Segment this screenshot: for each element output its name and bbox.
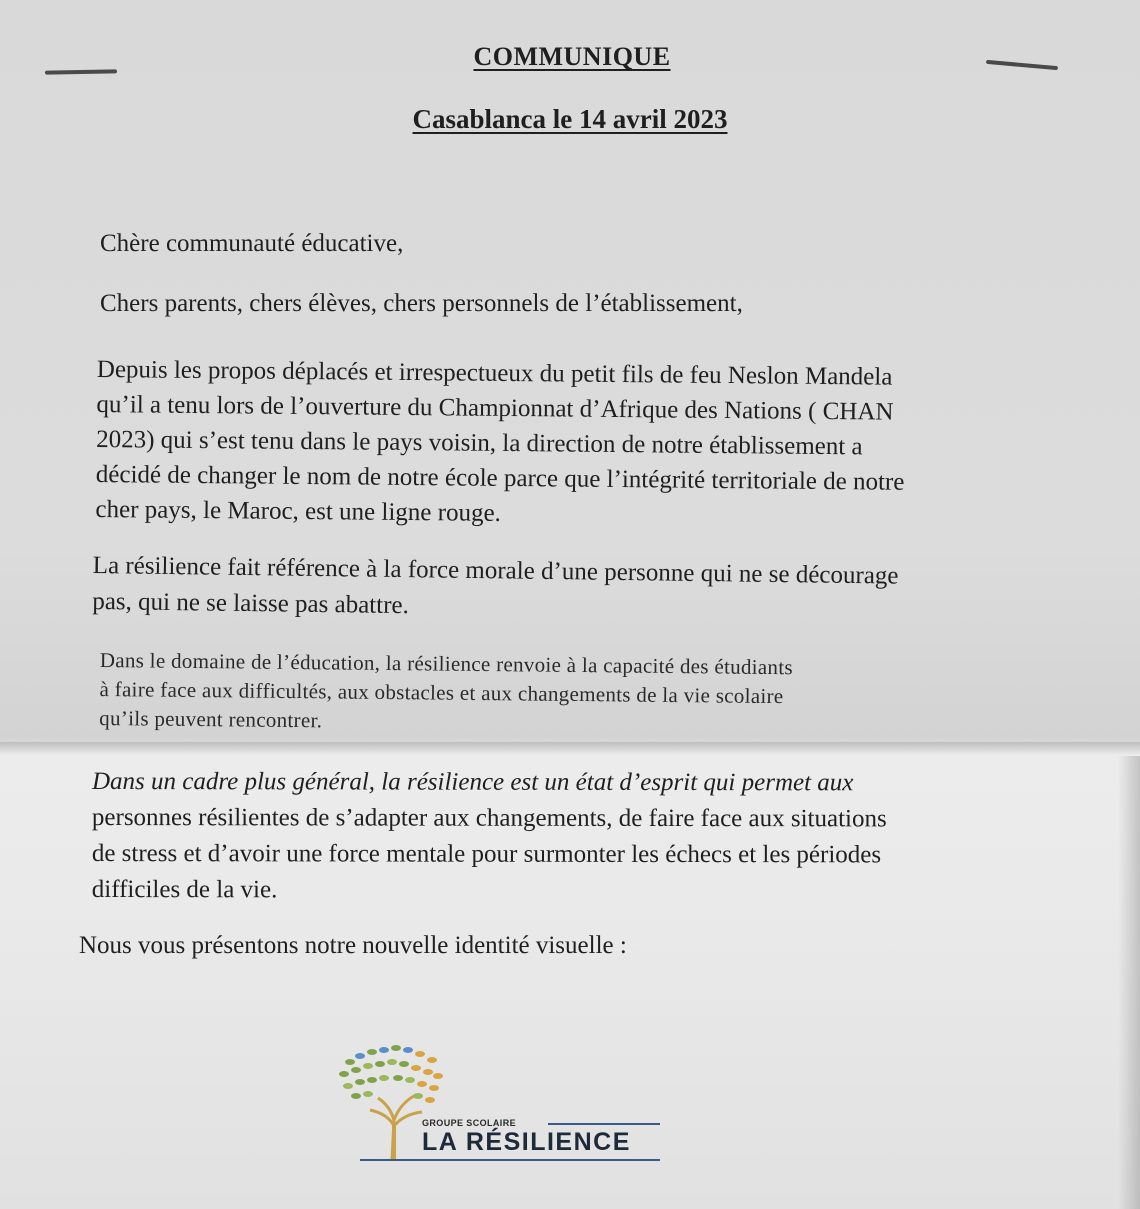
salutation: Chers parents, chers élèves, chers personnels de l’établissement, bbox=[100, 290, 743, 317]
paragraph-line: cher pays, le Maroc, est une ligne rouge. bbox=[95, 495, 502, 527]
paragraph-line: à faire face aux difficultés, aux obstacles et aux changements de la vie scolaire bbox=[99, 676, 784, 709]
greeting: Chère communauté éducative, bbox=[100, 230, 404, 257]
date-line: Casablanca le 14 avril 2023 bbox=[412, 104, 728, 134]
paragraph-line: difficiles de la vie. bbox=[91, 875, 278, 904]
paragraph-line: 2023) qui s’est tenu dans le pays voisin, la direction de notre établissement a bbox=[96, 425, 863, 461]
paragraph-line: qu’il a tenu lors de l’ouverture du Championnat d’Afrique des Nations ( CHAN bbox=[96, 390, 894, 426]
logo-subtitle: GROUPE SCOLAIRE bbox=[422, 1118, 517, 1128]
paragraph-announcement bbox=[95, 352, 905, 535]
paragraph-line: Depuis les propos déplacés et irrespectueux du petit fils de feu Neslon Mandela bbox=[96, 355, 893, 391]
paragraph-definition bbox=[92, 548, 899, 631]
paragraph-general bbox=[92, 764, 887, 909]
paper-fold bbox=[0, 742, 1140, 756]
paragraph-line: Dans un cadre plus général, la résilience est un état d’esprit qui permet aux bbox=[91, 768, 854, 797]
document-title: COMMUNIQUE bbox=[473, 42, 671, 71]
paragraph-line: personnes résilientes de s’adapter aux changements, de faire face aux situations bbox=[91, 803, 887, 833]
closing-line: Nous vous présentons notre nouvelle identité visuelle : bbox=[79, 932, 627, 959]
school-logo bbox=[330, 1040, 670, 1170]
paragraph-line: La résilience fait référence à la force morale d’une personne qui ne se décourage bbox=[92, 551, 899, 590]
logo-name: LA RÉSILIENCE bbox=[422, 1128, 631, 1156]
paragraph-education bbox=[99, 646, 793, 740]
paragraph-line: de stress et d’avoir une force mentale pour surmonter les échecs et les périodes bbox=[91, 839, 882, 869]
paragraph-line: Dans le domaine de l’éducation, la résilience renvoie à la capacité des étudiants bbox=[99, 647, 794, 680]
paragraph-line: qu’ils peuvent rencontrer. bbox=[99, 705, 323, 733]
paragraph-line: décidé de changer le nom de notre école parce que l’intégrité territoriale de notre bbox=[95, 460, 905, 496]
paragraph-line: pas, qui ne se laisse pas abattre. bbox=[92, 587, 410, 620]
paper-edge-shadow bbox=[1118, 756, 1140, 1209]
